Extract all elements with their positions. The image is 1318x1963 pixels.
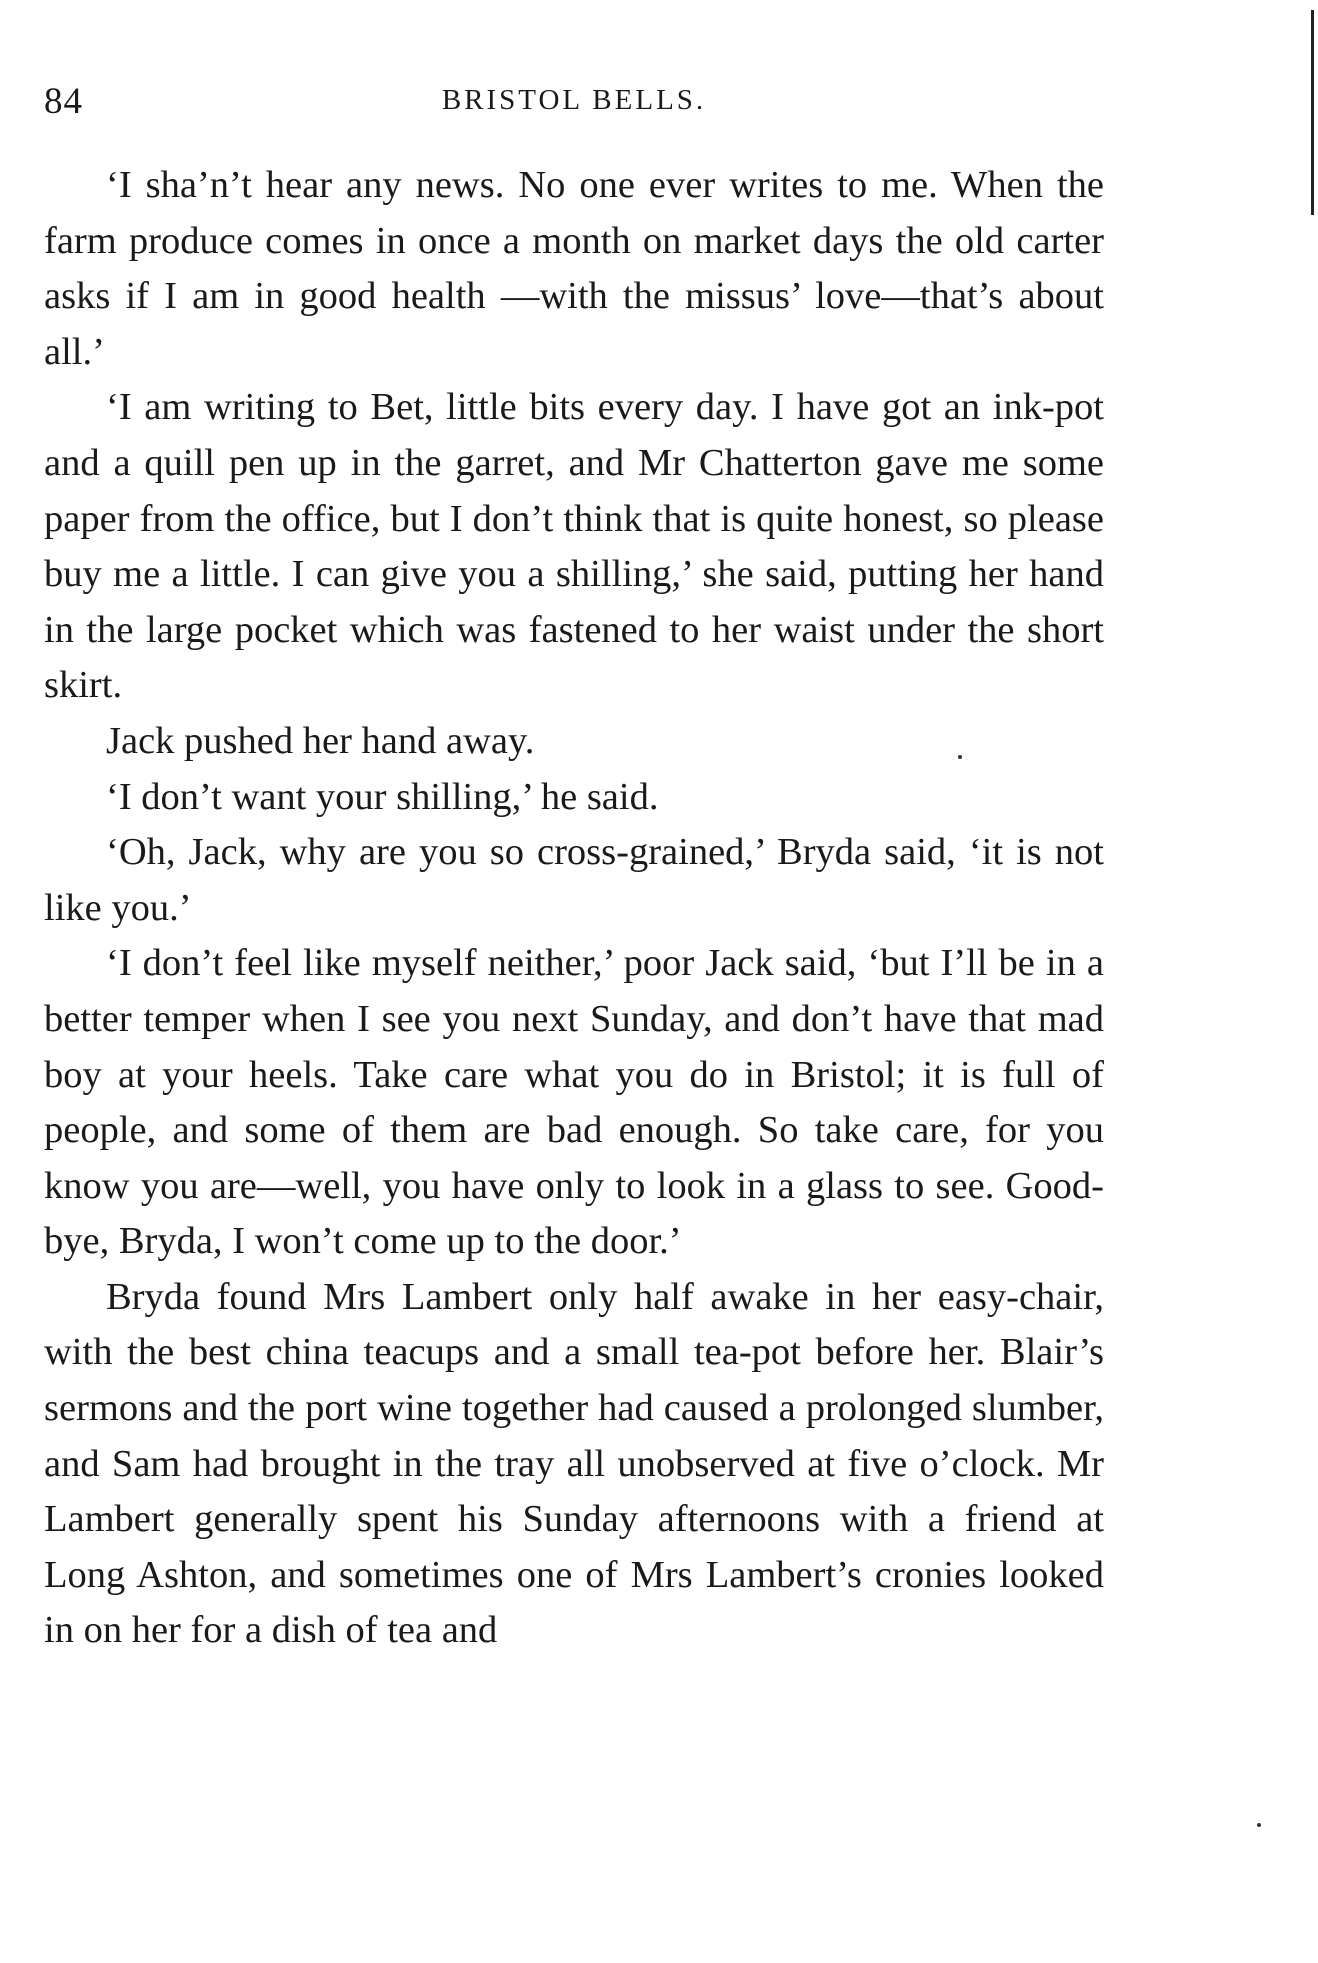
paragraph: Jack pushed her hand away. (106, 719, 535, 762)
body-text (44, 158, 1104, 1659)
paragraph: ‘I sha’n’t hear any news. No one ever writes to me. When the farm produce comes in once a month on market days the old carter asks if I am in good health —with the missus’ love—that’s about all.’ (44, 164, 1104, 373)
paragraph: ‘I don’t want your shilling,’ he said. (106, 775, 659, 818)
page-number: 84 (44, 81, 83, 122)
running-title: BRISTOL BELLS. (441, 84, 707, 116)
book-page (44, 0, 1104, 1963)
paragraph: ‘Oh, Jack, why are you so cross-grained,’ Bryda said, ‘it is not like you.’ (44, 831, 1104, 929)
print-speck (1257, 1823, 1261, 1827)
paragraph: Bryda found Mrs Lambert only half awake in her easy-chair, with the best china teacups and a small tea-pot before her. Blair’s sermons and the port wine together had caused a prolonged slumber, and Sam had brought in the tray all unobserved at five o’clock. Mr Lambert generally spent his Sunday afternoons with a friend at Long Ashton, and sometimes one of Mrs Lambert’s cronies looked in on her for a dish of tea and (44, 1275, 1104, 1652)
page-edge-mark (1311, 10, 1314, 215)
paragraph: ‘I don’t feel like myself neither,’ poor Jack said, ‘but I’ll be in a better temper when I see you next Sunday, and don’t have that mad boy at your heels. Take care what you do in Bristol; it is full of people, and some of them are bad enough. So take care, for you know you are—well, you have only to look in a glass to see. Good-bye, Bryda, I won’t come up to the door.’ (44, 942, 1104, 1263)
paragraph: ‘I am writing to Bet, little bits every day. I have got an ink-pot and a quill pen up in the garret, and Mr Chatterton gave me some paper from the office, but I don’t think that is quite honest, so please buy me a little. I can give you a shilling,’ she said, putting her hand in the large pocket which was fastened to her waist under the short skirt. (44, 386, 1104, 707)
running-head (44, 80, 1104, 130)
